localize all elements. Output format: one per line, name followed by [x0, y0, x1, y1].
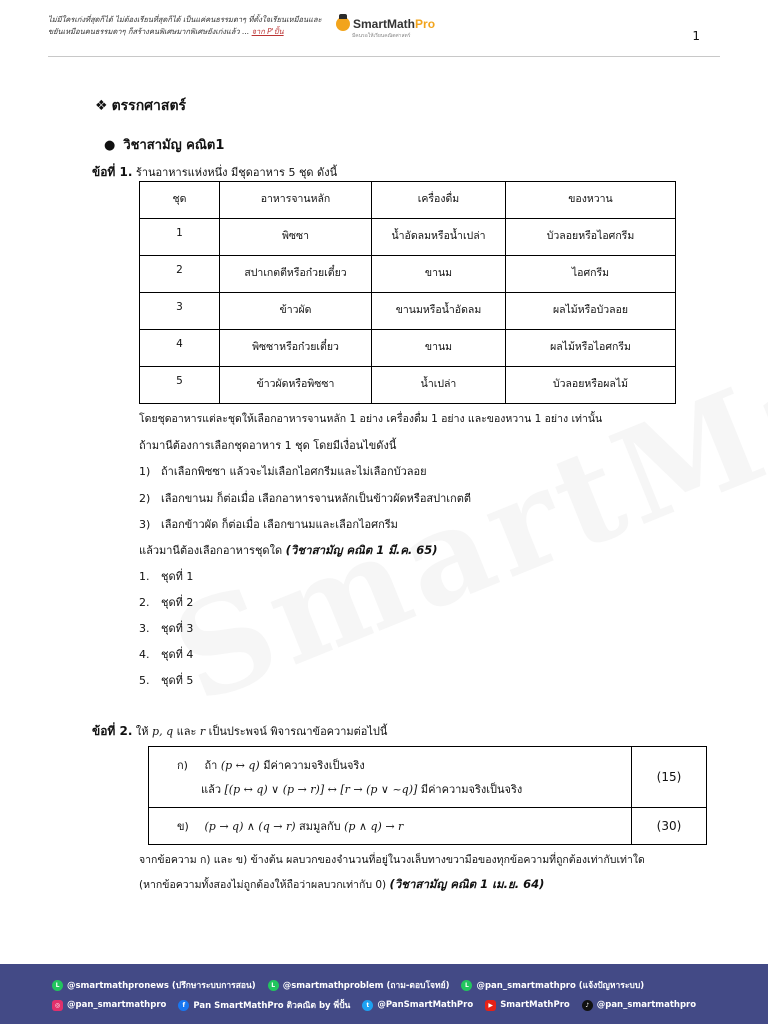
- q2-intro-c: เป็นประพจน์ พิจารณาข้อความต่อไปนี้: [208, 725, 388, 738]
- q1-intro-line: [92, 163, 337, 182]
- facebook-icon: f: [178, 1000, 189, 1011]
- q1-rule-text: โดยชุดอาหารแต่ละชุดให้เลือกอาหารจานหลัก 1 อย่าง เครื่องดื่ม 1 อย่าง และของหวาน 1 อย่าง เท่านั้น: [139, 413, 603, 425]
- footer-link-instagram[interactable]: [52, 1000, 166, 1011]
- footer-link-text: @PanSmartMathPro: [377, 1000, 474, 1010]
- q1-choice-text: ชุดที่ 2: [161, 596, 194, 609]
- statement-b: [149, 808, 632, 845]
- menu-cell-set: 1: [140, 219, 220, 256]
- menu-table-row: [140, 293, 676, 330]
- statement-a-line1-a: ถ้า: [204, 759, 218, 772]
- q1-question-line: [139, 541, 438, 560]
- statement-b-expr2: (p ∧ q) → r: [344, 820, 404, 833]
- q1-choice-text: ชุดที่ 5: [161, 674, 194, 687]
- menu-cell-main: สปาเกตตีหรือก๋วยเตี๋ยว: [220, 256, 372, 293]
- footer-link-line-support[interactable]: [461, 978, 644, 992]
- q2-outro-2: (หากข้อความทั้งสองไม่ถูกต้องให้ถือว่าผลบวกเท่ากับ 0): [139, 879, 387, 891]
- menu-header-drink: เครื่องดื่ม: [372, 182, 506, 219]
- q2-outro-line2: [139, 876, 544, 894]
- q1-choice-text: ชุดที่ 4: [161, 648, 194, 661]
- q1-condition-text: เลือกข้าวผัด ก็ต่อเมื่อ เลือกขานมและเลือกไอศกรีม: [161, 518, 398, 531]
- q2-label: ข้อที่ 2.: [92, 724, 133, 738]
- header-divider: [48, 56, 720, 57]
- statement-a-points: (15): [632, 747, 707, 808]
- menu-cell-dessert: ไอศกรีม: [506, 256, 676, 293]
- footer-link-line-news[interactable]: [52, 978, 256, 992]
- q1-choice[interactable]: [139, 619, 193, 637]
- section-subtitle-text: วิชาสามัญ คณิต1: [123, 138, 225, 153]
- menu-cell-dessert: บัวลอยหรือไอศกรีม: [506, 219, 676, 256]
- tiktok-icon: ♪: [582, 1000, 593, 1011]
- header-quote-line2: ขยันเหมือนคนธรรมดาๆ ก็สร้างคนพิเศษมากพิเศษยังเก่งแล้ว ...: [48, 27, 250, 36]
- q1-choice-number: 4.: [139, 648, 150, 661]
- smartmathpro-logo: [336, 17, 436, 39]
- menu-cell-drink: ขานม: [372, 330, 506, 367]
- q1-question: แล้วมานีต้องเลือกอาหารชุดใด: [139, 544, 283, 557]
- q2-outro-1: จากข้อความ ก) และ ข) ข้างต้น ผลบวกของจำนวนที่อยู่ในวงเล็บทางขวามือของทุกข้อความที่ถูกต้องเท่ากับเท่าใด: [139, 854, 645, 866]
- footer-link-twitter[interactable]: [362, 1000, 473, 1011]
- statement-row-a: [149, 747, 707, 808]
- logo-text-main: SmartMath: [353, 17, 416, 31]
- statement-a-line1-expr: (p ↔ q): [220, 759, 260, 772]
- menu-cell-main: ข้าวผัด: [220, 293, 372, 330]
- menu-cell-drink: น้ำเปล่า: [372, 367, 506, 404]
- statement-b-mid: สมมูลกับ: [299, 820, 341, 833]
- statement-table: [148, 746, 707, 845]
- section-title: [95, 95, 186, 117]
- q1-condition: [139, 462, 427, 480]
- header-quote-signature: จาก P'ปั้น: [251, 27, 284, 36]
- statement-row-b: [149, 808, 707, 845]
- menu-table: [139, 181, 676, 404]
- q1-choice[interactable]: [139, 567, 193, 585]
- menu-cell-main: พิซซา: [220, 219, 372, 256]
- q1-condition-text: เลือกขานม ก็ต่อเมื่อ เลือกอาหารจานหลักเป็นข้าวผัดหรือสปาเกตตี: [161, 492, 472, 505]
- footer-link-line-problem[interactable]: [268, 978, 450, 992]
- statement-a-line2-b: มีค่าความจริงเป็นจริง: [420, 783, 523, 796]
- menu-cell-drink: ขานมหรือน้ำอัดลม: [372, 293, 506, 330]
- q1-condition-number: 1): [139, 465, 151, 478]
- menu-cell-dessert: บัวลอยหรือผลไม้: [506, 367, 676, 404]
- menu-table-row: [140, 330, 676, 367]
- bullet-icon: ●: [104, 138, 116, 153]
- diamond-bullet-icon: ❖: [95, 98, 108, 114]
- menu-cell-drink: ขานม: [372, 256, 506, 293]
- q1-condition-number: 3): [139, 518, 151, 531]
- q1-condition-number: 2): [139, 492, 151, 505]
- statement-a-line1-b: มีค่าความจริงเป็นจริง: [263, 759, 365, 772]
- q2-intro-line: [92, 722, 387, 741]
- line-icon: L: [52, 980, 63, 991]
- statement-b-expr1: (p → q) ∧ (q → r): [204, 820, 296, 833]
- footer-link-text: @pan_smartmathpro: [67, 1000, 167, 1010]
- q1-choice-number: 3.: [139, 622, 150, 635]
- q1-condition-text: ถ้าเลือกพิซซา แล้วจะไม่เลือกไอศกรีมและไม่เลือกบัวลอย: [161, 465, 427, 478]
- footer-link-facebook[interactable]: [178, 998, 350, 1012]
- q1-condition: [139, 515, 398, 533]
- q1-choice-text: ชุดที่ 1: [161, 570, 194, 583]
- q1-label: ข้อที่ 1.: [92, 165, 133, 179]
- menu-cell-dessert: ผลไม้หรือไอศกรีม: [506, 330, 676, 367]
- q1-choice[interactable]: [139, 593, 193, 611]
- instagram-icon: ◎: [52, 1000, 63, 1011]
- q1-choice[interactable]: [139, 671, 193, 689]
- q2-intro-vars: p, q: [152, 725, 174, 738]
- q1-choice-number: 5.: [139, 674, 150, 687]
- footer-row-social: [52, 998, 702, 1012]
- section-title-text: ตรรกศาสตร์: [111, 98, 187, 114]
- statement-b-points: (30): [632, 808, 707, 845]
- q1-source: (วิชาสามัญ คณิต 1 มี.ค. 65): [285, 543, 438, 557]
- q1-choice-text: ชุดที่ 3: [161, 622, 194, 635]
- q2-intro-r: r: [199, 725, 206, 738]
- footer-row-line: [52, 978, 650, 992]
- graduation-cap-icon: [336, 17, 350, 31]
- menu-header-set: ชุด: [140, 182, 220, 219]
- q1-choice[interactable]: [139, 645, 193, 663]
- footer-link-text: @smartmathpronews (ปรึกษาระบบการสอน): [67, 981, 256, 991]
- menu-cell-set: 5: [140, 367, 220, 404]
- q1-choice-number: 2.: [139, 596, 150, 609]
- statement-b-prefix: ข): [177, 820, 189, 833]
- footer-link-youtube[interactable]: [485, 1000, 570, 1011]
- footer-link-text: @pan_smartmathpro (แจ้งปัญหาระบบ): [476, 981, 645, 991]
- q2-intro-a: ให้: [135, 725, 149, 738]
- menu-cell-set: 4: [140, 330, 220, 367]
- logo-text-pro: Pro: [415, 17, 436, 31]
- statement-a-line2-a: แล้ว: [201, 783, 222, 796]
- twitter-icon: t: [362, 1000, 373, 1011]
- q1-condition-intro: ถ้ามานีต้องการเลือกชุดอาหาร 1 ชุด โดยมีเงื่อนไขดังนี้: [139, 439, 397, 452]
- q1-intro: ร้านอาหารแห่งหนึ่ง มีชุดอาหาร 5 ชุด ดังนี้: [135, 166, 338, 179]
- menu-cell-main: ข้าวผัดหรือพิซซา: [220, 367, 372, 404]
- line-icon: L: [268, 980, 279, 991]
- q2-intro-b: และ: [176, 725, 197, 738]
- line-icon: L: [461, 980, 472, 991]
- menu-table-row: [140, 219, 676, 256]
- q1-condition: [139, 489, 471, 507]
- menu-table-row: [140, 256, 676, 293]
- menu-header-dessert: ของหวาน: [506, 182, 676, 219]
- q2-source: (วิชาสามัญ คณิต 1 เม.ย. 64): [389, 877, 545, 891]
- menu-cell-drink: น้ำอัดลมหรือน้ำเปล่า: [372, 219, 506, 256]
- menu-table-header-row: [140, 182, 676, 219]
- section-subtitle: [104, 134, 224, 155]
- logo-tagline: มีคนรอให้เรียนคณิตศาสตร์: [352, 33, 411, 39]
- footer-link-text: @smartmathproblem (ถาม-ตอบโจทย์): [282, 981, 450, 991]
- menu-header-main: อาหารจานหลัก: [220, 182, 372, 219]
- page-number: 1: [692, 29, 700, 43]
- footer-bar: [0, 964, 768, 1024]
- statement-a: [149, 747, 632, 808]
- statement-a-line2-expr: [(p ↔ q) ∨ (p → r)] ↔ [r → (p ∨ ~q)]: [224, 783, 418, 796]
- menu-cell-dessert: ผลไม้หรือบัวลอย: [506, 293, 676, 330]
- menu-cell-main: พิซซาหรือก๋วยเตี๋ยว: [220, 330, 372, 367]
- footer-link-tiktok[interactable]: [582, 1000, 696, 1011]
- header-quote: [48, 14, 338, 38]
- header-quote-line1: ไม่มีใครเก่งที่สุดก็ได้ ไม่ต้องเรียนที่สุดก็ได้ เป็นแค่คนธรรมดาๆ ที่ตั้งใจเรียนเหมือนและ: [48, 15, 322, 24]
- menu-cell-set: 3: [140, 293, 220, 330]
- menu-cell-set: 2: [140, 256, 220, 293]
- footer-link-text: SmartMathPro: [500, 1000, 570, 1010]
- menu-table-row: [140, 367, 676, 404]
- q1-choice-number: 1.: [139, 570, 150, 583]
- footer-link-text: @pan_smartmathpro: [596, 1000, 697, 1010]
- statement-a-prefix: ก): [177, 759, 188, 772]
- youtube-icon: ▶: [485, 1000, 496, 1011]
- footer-link-text: Pan SmartMathPro ติวคณิต by พี่ปั้น: [193, 1001, 351, 1011]
